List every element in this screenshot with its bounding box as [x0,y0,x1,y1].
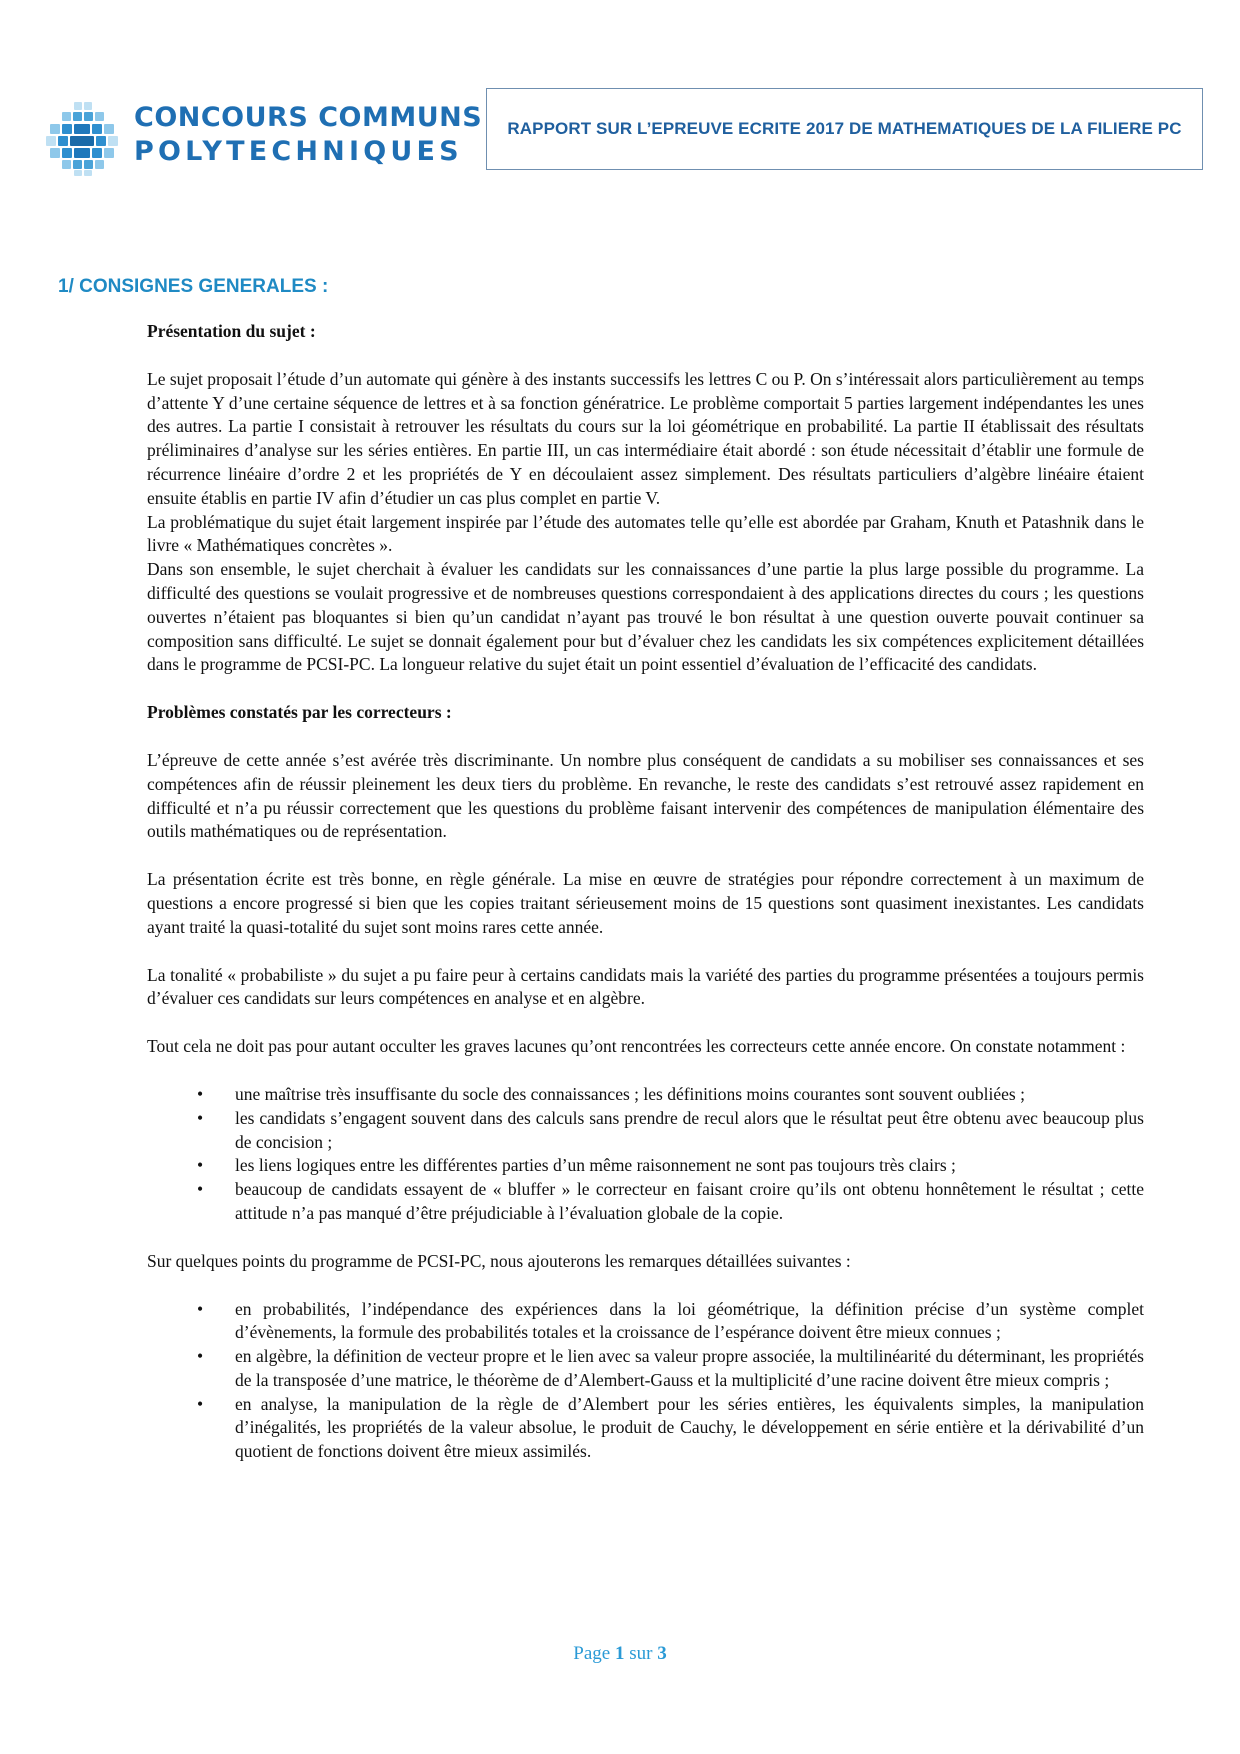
ccp-logo [44,98,483,178]
report-title: RAPPORT SUR L’EPREUVE ECRITE 2017 DE MATHEMATIQUES DE LA FILIERE PC [507,119,1182,138]
problems-paragraph-4: Tout cela ne doit pas pour autant occulter les graves lacunes qu’ont rencontrées les correcteurs cette année encore. On constate notamment : [147,1036,1126,1057]
bullet-icon: • [197,1346,204,1367]
presentation-paragraph-1: Le sujet proposait l’étude d’un automate qui génère à des instants successifs les lettres C ou P. On s’intéressait alors particulièrement au temps d’attente Y d’une certaine séquence de lettres et à sa fonction génératrice. Le problème comportait 5 parties largement indépendantes les unes des autres. La partie I consistait à retrouver les résultats du cours sur la loi géométrique en probabilité. La partie II établissait des résultats préliminaires d’analyse sur les séries entières. En partie III, un cas intermédiaire était abordé : son étude nécessitait d’établir une formule de récurrence linéaire d’ordre 2 et les propriétés de Y en découlaient assez simplement. Des résultats particuliers d’algèbre linéaire étaient ensuite établis en partie IV afin d’étudier un cas plus complet en partie V. [147,368,1144,508]
page-number: 1 [614,1643,625,1664]
lacunes-list [147,1083,1144,1226]
bullet-icon: • [197,1298,204,1319]
list-item: • beaucoup de candidats essayent de « bluffer » le correcteur en faisant croire qu’ils ont obtenu honnêtement le résultat ; cette attitude n’a pas manqué d’être préjudiciable à l’évaluation globale de la copie. [197,1179,1144,1223]
logo-text-line1: CONCOURS COMMUNS [134,102,483,133]
section-heading: 1/ CONSIGNES GENERALES : [58,276,329,297]
problems-paragraph-3: La tonalité « probabiliste » du sujet a pu faire peur à certains candidats mais la variété des parties du programme présentées a toujours permis d’évaluer ces candidats sur leurs compétences en analyse et en algèbre. [147,964,1144,1009]
problems-paragraph-1: L’épreuve de cette année s’est avérée très discriminante. Un nombre plus conséquent de candidats a su mobiliser ses connaissances et ses compétences afin de réussir pleinement les deux tiers du problème. En revanche, le reste des candidats s’est retrouvé assez rapidement en difficulté et n’a pu réussir correctement que les questions du problème faisant intervenir des compétences de manipulation élémentaire des outils mathématiques ou de représentation. [147,749,1144,842]
bullet-icon: • [197,1155,204,1176]
page-footer [0,1643,1240,1665]
presentation-paragraph-3: Dans son ensemble, le sujet cherchait à évaluer les candidats sur les connaissances d’une partie la plus large possible du programme. La difficulté des questions se voulait progressive et de nombreuses questions correspondaient à des applications directes du cours ; les questions ouvertes n’étaient pas bloquantes si bien qu’un candidat n’ayant pas trouvé le bon résultat à une question ouverte pouvait continuer sa composition sans difficulté. Le sujet se donnait également pour but d’évaluer chez les candidats les six compétences explicitement détaillées dans le programme de PCSI-PC. La longueur relative du sujet était un point essentiel d’évaluation de l’efficacité des candidats. [147,559,1144,675]
of-word: sur [629,1643,653,1664]
list-item: • en probabilités, l’indépendance des expériences dans la loi géométrique, la définition précise d’un système complet d’évènements, la formule des probabilités totales et la croissance de l’espérance doivent être mieux connues ; [197,1298,1144,1343]
logo-text-line2: POLYTECHNIQUES [134,136,463,167]
list-item: • en analyse, la manipulation de la règle de d’Alembert pour les séries entières, les équivalents simples, la manipulation d’inégalités, les propriétés de la valeur absolue, le produit de Cauchy, le développement en série entière et la dérivabilité d’un quotient de fonctions doivent être mieux assimilés. [197,1393,1144,1462]
list-item: • en algèbre, la définition de vecteur propre et le lien avec sa valeur propre associée, la multilinéarité du déterminant, les propriétés de la transposée d’une matrice, le théorème de d’Alembert-Gauss et la multiplicité d’une racine doivent être mieux compris ; [197,1346,1144,1390]
problems-paragraph-2: La présentation écrite est très bonne, en règle générale. La mise en œuvre de stratégies pour répondre correctement à un maximum de questions a encore progressé si bien que les copies traitant sérieusement moins de 15 questions sont quasiment inexistantes. Les candidats ayant traité la quasi-totalité du sujet sont moins rares cette année. [147,869,1144,937]
list-item: • une maîtrise très insuffisante du socle des connaissances ; les définitions moins courantes sont souvent oubliées ; [147,1083,1144,1107]
ccp-logo-mark-icon [44,100,120,176]
bullet-icon: • [197,1393,204,1414]
presentation-paragraph-2: La problématique du sujet était largement inspirée par l’étude des automates telle qu’elle est abordée par Graham, Knuth et Patashnik dans le livre « Mathématiques concrètes ». [147,511,1144,556]
page-total: 3 [657,1643,667,1664]
list-item: • les liens logiques entre les différentes parties d’un même raisonnement ne sont pas toujours très clairs ; [147,1154,1144,1178]
bullet-icon: • [197,1083,204,1104]
bullet-icon: • [197,1179,204,1200]
bullet-icon: • [197,1107,204,1128]
remarques-list [147,1298,1144,1465]
problems-heading: Problèmes constatés par les correcteurs : [147,702,452,723]
problems-paragraph-5: Sur quelques points du programme de PCSI-PC, nous ajouterons les remarques détaillées suivantes : [147,1250,851,1271]
report-body [147,320,1144,1464]
list-item: • les candidats s’engagent souvent dans des calculs sans prendre de recul alors que le résultat peut être obtenu avec beaucoup plus de concision ; [197,1107,1144,1152]
presentation-heading: Présentation du sujet : [147,321,316,341]
page-word: Page [573,1643,611,1664]
report-title-box [486,88,1203,170]
